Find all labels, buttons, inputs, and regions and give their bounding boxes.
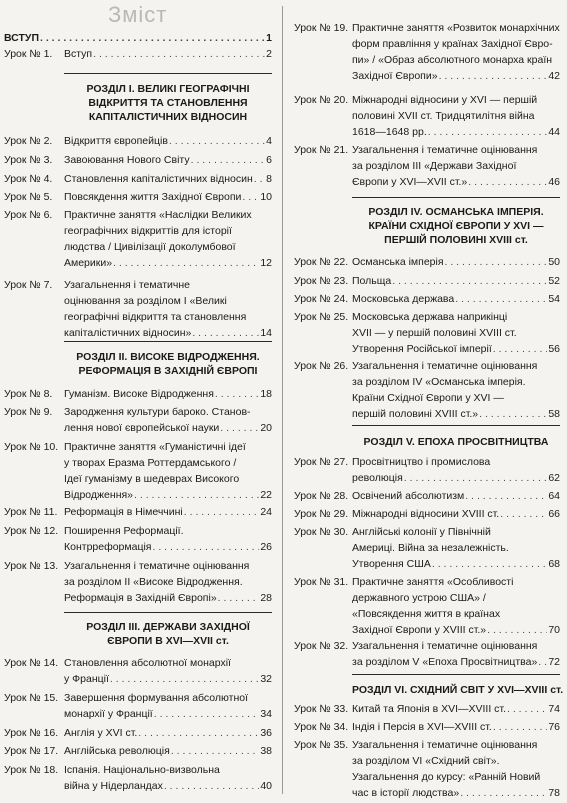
leader-dots <box>445 256 548 269</box>
toc-entry-page: 20 <box>260 422 272 434</box>
lesson-number: Урок № 9. <box>4 406 53 418</box>
lesson-number: Урок № 33. <box>294 703 349 715</box>
toc-entry-text <box>352 311 560 359</box>
leader-dots <box>392 275 547 288</box>
toc-entry-title: географічних відкриттів для історії <box>64 225 232 237</box>
lesson-number: Урок № 2. <box>4 135 53 147</box>
lesson-number: Урок № 5. <box>4 191 53 203</box>
toc-entry-page: 12 <box>260 257 272 269</box>
lesson-number: Урок № 7. <box>4 279 53 291</box>
toc-entry-text <box>352 22 560 86</box>
leader-dots <box>220 422 259 435</box>
lesson-number: Урок № 20. <box>294 94 349 106</box>
toc-entry-page: 58 <box>548 408 560 420</box>
toc-entry-page: 2 <box>266 48 272 60</box>
section-divider <box>64 612 272 613</box>
lesson-number: Урок № 25. <box>294 311 349 323</box>
toc-entry-page: 70 <box>548 624 560 636</box>
toc-entry-title: Повсякдення життя Західної Європи <box>64 191 242 203</box>
toc-entry-page: 1 <box>266 32 272 44</box>
toc-entry-title: Вступ <box>64 48 93 60</box>
toc-entry-text <box>352 640 560 672</box>
toc-entry-page: 38 <box>260 745 272 757</box>
toc-entry-text <box>352 360 560 424</box>
toc-entry-title: Європи у XVI—XVII ст.» <box>352 176 468 188</box>
toc-entry-title: за розділом ІІ «Високе Відродження. <box>64 576 243 588</box>
toc-entry-page: 32 <box>260 673 272 685</box>
lesson-number: Урок № 18. <box>4 764 59 776</box>
leader-dots <box>493 343 548 356</box>
toc-entry-text <box>352 508 560 524</box>
toc-entry-title: Китай та Японія в XVI—XVIII ст. <box>352 703 506 715</box>
toc-entry-title: Становлення капіталістичних відносин <box>64 173 253 185</box>
section-heading-line: РОЗДІЛ V. ЕПОХА ПРОСВІТНИЦТВА <box>363 436 549 448</box>
lesson-number: Урок № 27. <box>294 456 349 468</box>
lesson-number: Урок № 29. <box>294 508 349 520</box>
section-heading <box>64 350 272 378</box>
section-heading <box>352 205 560 247</box>
toc-entry-text <box>64 764 272 796</box>
toc-entry-page: 44 <box>548 126 560 138</box>
section-divider <box>352 674 560 675</box>
toc-entry-title: людства / Цивілізації доколумбової <box>64 241 236 253</box>
toc-entry-title: Америки» <box>64 257 113 269</box>
section-heading-line: ПЕРШІЙ ПОЛОВИНІ XVIII ст. <box>384 234 528 246</box>
lesson-number: Урок № 26. <box>294 360 349 372</box>
lesson-number: Урок № 10. <box>4 441 59 453</box>
toc-entry-page: 34 <box>260 708 272 720</box>
toc-entry-page: 6 <box>266 154 272 166</box>
leader-dots <box>254 173 265 186</box>
lesson-number: Урок № 22. <box>294 256 349 268</box>
section-heading-line: РОЗДІЛ VI. СХІДНИЙ СВІТ У XVI—XVIII ст. <box>352 684 564 696</box>
lesson-number: Урок № 23. <box>294 275 349 287</box>
toc-entry-title: 1618—1648 рр. <box>352 126 427 138</box>
toc-entry-title: Практичне заняття «Наслідки Великих <box>64 209 252 221</box>
section-heading-line: КРАЇНИ СХІДНОЇ ЄВРОПИ У XVI — <box>368 220 544 232</box>
toc-entry-title: час в історії людства» <box>352 787 460 799</box>
leader-dots <box>538 656 547 669</box>
toc-entry-title: Відкриття європейців <box>64 135 168 147</box>
toc-entry-text <box>64 657 272 689</box>
toc-entry-page: 46 <box>548 176 560 188</box>
toc-entry-title: Османська імперія <box>352 256 444 268</box>
section-heading-line: РОЗДІЛ І. ВЕЛИКІ ГЕОГРАФІЧНІ <box>86 83 250 95</box>
toc-entry-title: за розділом ІІІ «Держави Західної <box>352 160 517 172</box>
toc-entry-text <box>352 256 560 272</box>
section-divider <box>64 341 272 342</box>
leader-dots <box>460 787 547 800</box>
toc-entry-title: за розділом IV «Османська імперія. <box>352 376 526 388</box>
leader-dots <box>500 508 547 521</box>
toc-entry-title: Узагальнення і тематичне <box>64 279 190 291</box>
section-heading-line: ЄВРОПИ В XVI—XVII ст. <box>107 635 229 647</box>
leader-dots <box>218 592 260 605</box>
lesson-number: Урок № 31. <box>294 576 349 588</box>
toc-entry-title: державного устрою США» / <box>352 592 486 604</box>
section-divider <box>352 425 560 426</box>
lesson-number: Урок № 32. <box>294 640 349 652</box>
toc-entry-title: у Франції <box>64 673 109 685</box>
leader-dots <box>191 154 266 167</box>
toc-entry-title: монархії у Франції <box>64 708 153 720</box>
toc-entry-page: 76 <box>548 721 560 733</box>
leader-dots <box>138 727 259 740</box>
leader-dots <box>428 126 548 139</box>
toc-entry-title: Просвітництво і промислова <box>352 456 491 468</box>
lesson-number: Урок № 12. <box>4 525 59 537</box>
toc-entry-text <box>64 692 272 724</box>
page-title: Зміст <box>108 2 168 27</box>
toc-entry-title: за розділом VI «Східний світ». <box>352 755 500 767</box>
toc-entry-title: Гуманізм. Високе Відродження <box>64 388 214 400</box>
toc-entry-page: 72 <box>548 656 560 668</box>
toc-entry-page: 26 <box>260 541 272 553</box>
leader-dots <box>192 327 259 340</box>
leader-dots <box>169 135 265 148</box>
section-heading-line: ВІДКРИТТЯ ТА СТАНОВЛЕННЯ <box>88 97 248 109</box>
toc-entry-title: Узагальнення і тематичне оцінювання <box>352 144 538 156</box>
toc-entry-title: Америці. Війна за незалежність. <box>352 542 509 554</box>
toc-entry-page: 50 <box>548 256 560 268</box>
toc-entry-text <box>64 173 272 189</box>
leader-dots <box>455 293 547 306</box>
toc-entry-text <box>64 506 272 522</box>
toc-entry-title: Московська держава наприкінці <box>352 311 508 323</box>
lesson-number: Урок № 35. <box>294 739 349 751</box>
toc-entry-title: Узагальнення до курсу: «Ранній Новий <box>352 771 541 783</box>
toc-entry-title: ВСТУП <box>4 32 39 44</box>
toc-entry-title: Індія і Персія в XVI—XVIII ст. <box>352 721 492 733</box>
toc-entry-title: Зародження культури бароко. Станов- <box>64 406 251 418</box>
toc-entry-title: Реформація в Німеччині <box>64 506 183 518</box>
leader-dots <box>468 176 547 189</box>
toc-entry-title: пи» / «Образ абсолютного монарха країн <box>352 54 553 66</box>
toc-entry-text <box>352 526 560 574</box>
toc-entry-text <box>64 209 272 273</box>
lesson-number: Урок № 24. <box>294 293 349 305</box>
leader-dots <box>110 673 259 686</box>
lesson-number: Урок № 28. <box>294 490 349 502</box>
section-heading <box>64 82 272 124</box>
lesson-number: Урок № 21. <box>294 144 349 156</box>
toc-entry-title: капіталістичних відносин» <box>64 327 192 339</box>
leader-dots <box>432 558 547 571</box>
toc-entry-text <box>64 560 272 608</box>
toc-entry-title: географічні відкриття та становлення <box>64 311 247 323</box>
lesson-number: Урок № 3. <box>4 154 53 166</box>
leader-dots <box>164 780 259 793</box>
toc-entry-title: Завоювання Нового Світу <box>64 154 190 166</box>
toc-entry-title: першій половині XVIII ст.» <box>352 408 479 420</box>
leader-dots <box>153 541 260 554</box>
toc-entry-title: Польща <box>352 275 392 287</box>
toc-entry-title: Західної Європи» <box>352 70 438 82</box>
toc-entry-title: XVII — у першій половині XVIII ст. <box>352 327 517 339</box>
toc-entry-text <box>352 703 560 719</box>
toc-entry-title: форм правління у країнах Західної Євро- <box>352 38 553 50</box>
leader-dots <box>184 506 260 519</box>
toc-entry-title: Утворення Російської імперії <box>352 343 492 355</box>
section-heading-line: РОЗДІЛ ІІІ. ДЕРЖАВИ ЗАХІДНОЇ <box>86 621 250 633</box>
lesson-number: Урок № 16. <box>4 727 59 739</box>
toc-entry-title: Узагальнення і тематичне оцінювання <box>352 739 538 751</box>
toc-entry-title: революція <box>352 472 403 484</box>
leader-dots <box>404 472 548 485</box>
toc-entry-text <box>352 721 560 737</box>
toc-entry-page: 10 <box>260 191 272 203</box>
leader-dots <box>40 32 265 45</box>
toc-entry-page: 8 <box>266 173 272 185</box>
toc-entry-title: лення нової європейської науки <box>64 422 220 434</box>
toc-entry-title: війна у Нідерландах <box>64 780 163 792</box>
toc-entry-title: Відродження» <box>64 489 134 501</box>
toc-entry-page: 74 <box>548 703 560 715</box>
lesson-number: Урок № 15. <box>4 692 59 704</box>
toc-entry-text <box>64 154 272 170</box>
toc-entry-title: Практичне заняття «Особливості <box>352 576 514 588</box>
toc-entry-title: Практичне заняття «Гуманістичні ідеї <box>64 441 246 453</box>
toc-entry-page: 28 <box>260 592 272 604</box>
toc-entry-title: оцінювання за розділом І «Великі <box>64 295 227 307</box>
toc-entry-text <box>64 135 272 151</box>
section-divider <box>64 73 272 74</box>
toc-entry-page: 68 <box>548 558 560 570</box>
lesson-number: Урок № 19. <box>294 22 349 34</box>
toc-entry-page: 52 <box>548 275 560 287</box>
toc-entry-title: Завершення формування абсолютної <box>64 692 249 704</box>
section-heading-line: РОЗДІЛ IV. ОСМАНСЬКА ІМПЕРІЯ. <box>368 206 544 218</box>
toc-entry-title: Узагальнення і тематичне оцінювання <box>64 560 250 572</box>
toc-entry-text <box>64 388 272 404</box>
leader-dots <box>242 191 259 204</box>
toc-entry-text <box>64 48 272 64</box>
leader-dots <box>465 490 547 503</box>
leader-dots <box>93 48 265 61</box>
toc-entry-text <box>64 745 272 761</box>
toc-entry-text <box>352 293 560 309</box>
toc-entry-title: Утворення США <box>352 558 431 570</box>
lesson-number: Урок № 8. <box>4 388 53 400</box>
toc-entry-title: Освічений абсолютизм <box>352 490 465 502</box>
toc-entry-page: 18 <box>260 388 272 400</box>
toc-entry-title: половині XVII ст. Тридцятилітня війна <box>352 110 535 122</box>
toc-entry-title: Московська держава <box>352 293 455 305</box>
toc-entry-title: Англійська революція <box>64 745 170 757</box>
toc-entry-title: Міжнародні відносини у XVI — першій <box>352 94 538 106</box>
toc-entry-text <box>64 727 272 743</box>
toc-entry-title: Поширення Реформації. <box>64 525 184 537</box>
leader-dots <box>215 388 259 401</box>
leader-dots <box>113 257 259 270</box>
leader-dots <box>154 708 260 721</box>
toc-entry-title: Практичне заняття «Розвиток монархічних <box>352 22 560 34</box>
toc-entry-page: 66 <box>548 508 560 520</box>
leader-dots <box>487 624 547 637</box>
toc-entry-title: Реформація в Західній Європі» <box>64 592 217 604</box>
toc-entry-title: Узагальнення і тематичне оцінювання <box>352 360 538 372</box>
toc-entry-title: Англійські колонії у Північній <box>352 526 491 538</box>
toc-entry-title: Узагальнення і тематичне оцінювання <box>352 640 538 652</box>
toc-entry-title: «Повсякдення життя в країнах <box>352 608 501 620</box>
toc-entry-title: Англія у XVI ст. <box>64 727 138 739</box>
toc-entry-page: 56 <box>548 343 560 355</box>
lesson-number: Урок № 11. <box>4 506 58 518</box>
toc-entry-page: 62 <box>548 472 560 484</box>
toc-entry-title: Ідеї гуманізму в шедеврах Високого <box>64 473 240 485</box>
section-heading-line: РОЗДІЛ ІІ. ВИСОКЕ ВІДРОДЖЕННЯ. <box>76 351 260 363</box>
lesson-number: Урок № 30. <box>294 526 349 538</box>
toc-entry-title: за розділом V «Епоха Просвітництва» <box>352 656 538 668</box>
toc-entry-page: 36 <box>260 727 272 739</box>
lesson-number: Урок № 1. <box>4 48 53 60</box>
toc-entry-text <box>352 275 560 291</box>
toc-entry-text <box>64 279 272 343</box>
section-heading <box>352 683 564 697</box>
leader-dots <box>493 721 547 734</box>
lesson-number: Урок № 6. <box>4 209 53 221</box>
toc-entry-title: Становлення абсолютної монархії <box>64 657 231 669</box>
toc-entry-text <box>352 490 560 506</box>
section-heading-line: КАПІТАЛІСТИЧНИХ ВІДНОСИН <box>88 111 248 123</box>
toc-entry-title: Іспанія. Національно-визвольна <box>64 764 220 776</box>
lesson-number: Урок № 14. <box>4 657 59 669</box>
toc-entry-page: 40 <box>260 780 272 792</box>
lesson-number: Урок № 13. <box>4 560 59 572</box>
lesson-number: Урок № 17. <box>4 745 59 757</box>
leader-dots <box>171 745 260 758</box>
toc-entry-title: Західної Європи у XVIII ст.» <box>352 624 487 636</box>
toc-entry-text <box>64 406 272 438</box>
section-heading <box>64 620 272 648</box>
toc-entry-text <box>352 144 560 192</box>
toc-entry-page: 42 <box>548 70 560 82</box>
leader-dots <box>479 408 547 421</box>
lesson-number: Урок № 34. <box>294 721 349 733</box>
toc-entry-text <box>64 191 272 207</box>
toc-entry-page: 24 <box>260 506 272 518</box>
toc-entry-page: 22 <box>260 489 272 501</box>
section-heading <box>352 435 560 449</box>
toc-entry-page: 64 <box>548 490 560 502</box>
toc-entry-title: Контрреформація <box>64 541 152 553</box>
toc-entry-title: у творах Еразма Роттердамського / <box>64 457 237 469</box>
toc-entry-page: 54 <box>548 293 560 305</box>
toc-entry-text <box>64 441 272 505</box>
section-heading-line: РЕФОРМАЦІЯ В ЗАХІДНІЙ ЄВРОПІ <box>78 365 258 377</box>
leader-dots <box>507 703 547 716</box>
lesson-number: Урок № 4. <box>4 173 53 185</box>
toc-entry-title: Країни Східної Європи у XVI — <box>352 392 504 404</box>
toc-entry-title: Міжнародні відносини XVIII ст. <box>352 508 500 520</box>
toc-entry-page: 78 <box>548 787 560 799</box>
toc-entry-page: 4 <box>266 135 272 147</box>
toc-entry-text <box>352 456 560 488</box>
column-divider <box>282 6 283 794</box>
toc-entry-text <box>352 94 560 142</box>
toc-entry-text <box>352 739 560 803</box>
leader-dots <box>439 70 548 83</box>
section-divider <box>352 197 560 198</box>
toc-entry-text <box>64 525 272 557</box>
toc-entry-page: 14 <box>260 327 272 339</box>
leader-dots <box>134 489 259 502</box>
toc-entry-text <box>352 576 560 640</box>
